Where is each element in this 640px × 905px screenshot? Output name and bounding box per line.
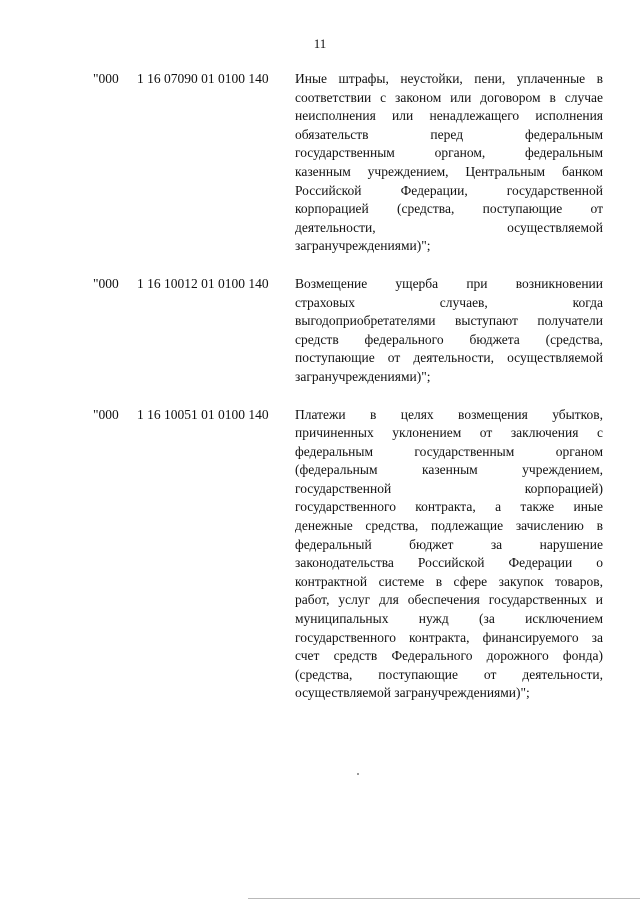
scan-edge-line <box>248 898 640 899</box>
admin-code: "000 <box>93 71 119 86</box>
admin-code: "000 <box>93 406 119 422</box>
description-line: Платежи в целях возмещения убытков, <box>295 406 603 422</box>
description-line: выгодоприобретателями выступают получатели <box>295 313 603 329</box>
description-line: неисполнения или ненадлежащего исполнения <box>295 108 603 124</box>
page-number: 11 <box>313 36 327 51</box>
description-line: загранучреждениями)"; <box>295 368 431 384</box>
table-row <box>93 70 603 256</box>
table-row <box>93 275 603 387</box>
description-line: контрактной системе в сфере закупок товаров, <box>295 573 603 589</box>
description-line: работ, услуг для обеспечения государственных и <box>295 592 603 608</box>
description-line: соответствии с законом или договором в случае <box>295 89 603 105</box>
description-line: Иные штрафы, неустойки, пени, уплаченные в <box>295 71 603 86</box>
description-line: корпорацией (средства, поступающие от <box>295 201 603 217</box>
description-line: государственного контракта, а также иные <box>295 499 603 515</box>
income-code-table <box>93 70 603 722</box>
description-line: федеральным государственным органом <box>295 443 603 459</box>
description-line: денежные средства, подлежащие зачислению в <box>295 518 603 534</box>
description-line: Возмещение ущерба при возникновении <box>295 275 603 291</box>
description-line: загранучреждениями)"; <box>295 238 431 254</box>
scan-speck <box>357 773 359 775</box>
description-line: (средства, поступающие от деятельности, <box>295 666 603 682</box>
description-line: муниципальных нужд (за исключением <box>295 611 603 627</box>
description-line: законодательства Российской Федерации о <box>295 555 603 571</box>
description <box>295 70 603 256</box>
description-line: обязательств перед федеральным <box>295 126 603 142</box>
description-line: государственной корпорацией) <box>295 480 603 496</box>
income-code: 1 16 10012 01 0100 140 <box>137 275 269 291</box>
description-line: (федеральным казенным учреждением, <box>295 462 603 478</box>
income-code: 1 16 10051 01 0100 140 <box>137 406 269 422</box>
description-line: казенным учреждением, Центральным банком <box>295 163 603 179</box>
description-line: средств федерального бюджета (средства, <box>295 331 603 347</box>
description-line: осуществляемой загранучреждениями)"; <box>295 685 530 701</box>
description-line: счет средств Федерального дорожного фонда) <box>295 648 603 664</box>
description-line: Российской Федерации, государственной <box>295 182 603 198</box>
description-line: государственным органом, федеральным <box>295 145 603 161</box>
description-line: поступающие от деятельности, осуществляемой <box>295 350 603 366</box>
description-line: причиненных уклонением от заключения с <box>295 425 603 441</box>
table-row <box>93 406 603 704</box>
income-code: 1 16 07090 01 0100 140 <box>137 71 269 86</box>
description-line: страховых случаев, когда <box>295 294 603 310</box>
description <box>295 406 603 704</box>
description-line: федеральный бюджет за нарушение <box>295 536 603 552</box>
description-line: государственного контракта, финансируемого за <box>295 629 603 645</box>
description <box>295 275 603 387</box>
description-line: деятельности, осуществляемой <box>295 219 603 235</box>
admin-code: "000 <box>93 275 119 291</box>
